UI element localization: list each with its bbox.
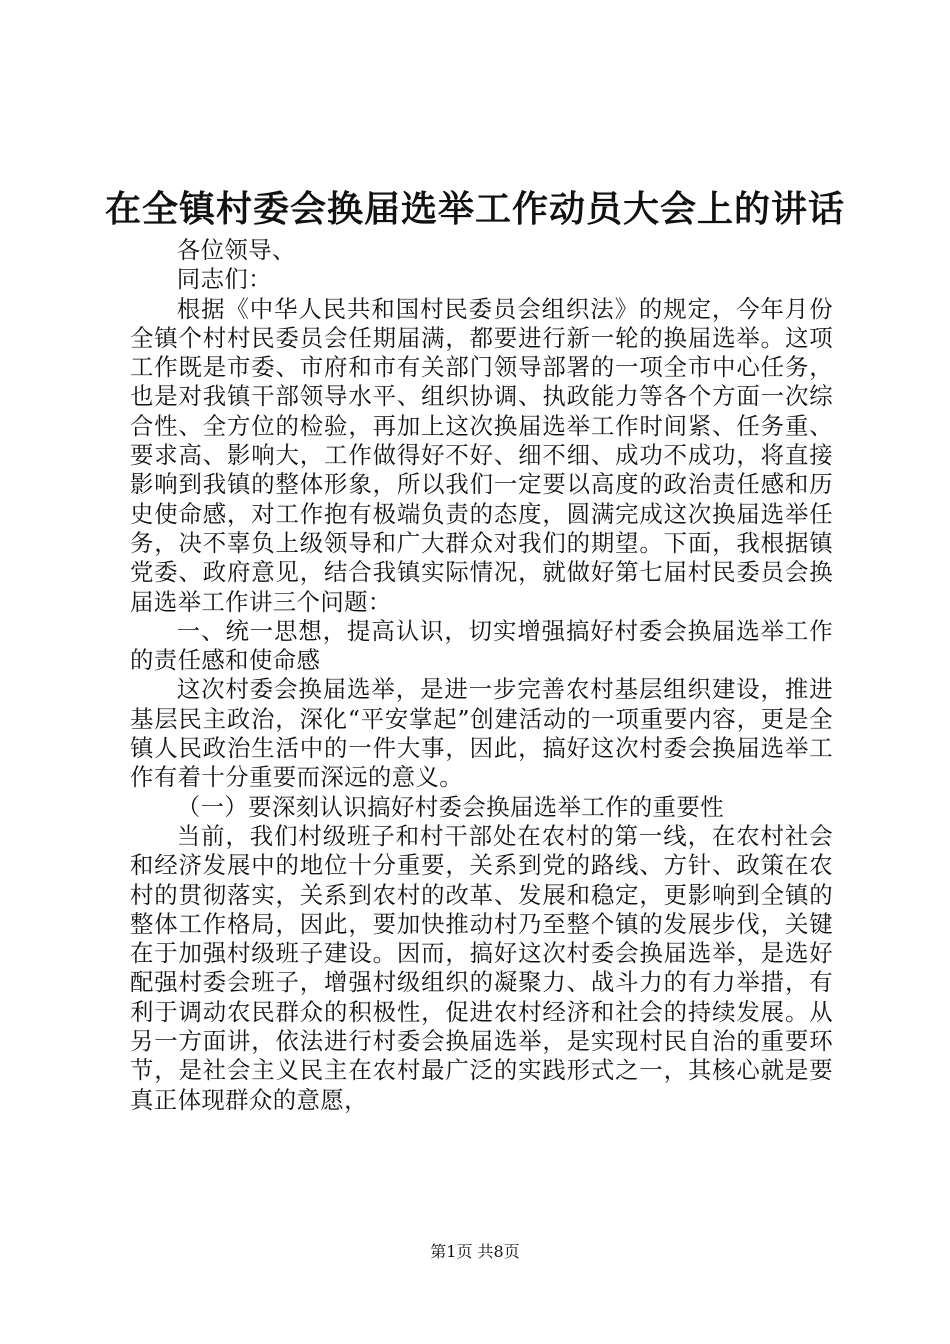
body-paragraph: 当前，我们村级班子和村干部处在农村的第一线，在农村社会和经济发展中的地位十分重要，关系到党的路线、方针、政策在农村的贯彻落实，关系到农村的改革、发展和稳定，更影响到全镇的整体工作格局，因此，要加快推动村乃至整个镇的发展步伐，关键在于加强村级班子建设。因而，搞好这次村委会换届选举，是选好配强村委会班子，增强村级组织的凝聚力、战斗力的有力举措，有利于调动农民群众的积极性，促进农村经济和社会的持续发展。从另一方面讲，依法进行村委会换届选举，是实现村民自治的重要环节，是社会主义民主在农村最广泛的实践形式之一，其核心就是要真正体现群众的意愿， [130, 821, 833, 1114]
body-paragraph: 根据《中华人民共和国村民委员会组织法》的规定，今年月份全镇个村村民委员会任期届满，都要进行新一轮的换届选举。这项工作既是市委、市府和市有关部门领导部署的一项全市中心任务，也是对我镇干部领导水平、组织协调、执政能力等各个方面一次综合性、全方位的检验，再加上这次换届选举工作时间紧、任务重、要求高、影响大，工作做得好不好、细不细、成功不成功，将直接影响到我镇的整体形象，所以我们一定要以高度的政治责任感和历史使命感，对工作抱有极端负责的态度，圆满完成这次换届选举任务，决不辜负上级领导和广大群众对我们的期望。下面，我根据镇党委、政府意见，结合我镇实际情况，就做好第七届村民委员会换届选举工作讲三个问题： [130, 294, 833, 616]
page-number-footer: 第1页 共8页 [430, 1242, 520, 1261]
body-paragraph: 这次村委会换届选举，是进一步完善农村基层组织建设，推进基层民主政治，深化“平安掌起”创建活动的一项重要内容，更是全镇人民政治生活中的一件大事，因此，搞好这次村委会换届选举工作有着十分重要而深远的意义。 [130, 675, 833, 792]
subsection-heading: （一）要深刻认识搞好村委会换届选举工作的重要性 [176, 792, 724, 821]
section-heading: 一、统一思想，提高认识，切实增强搞好村委会换届选举工作的责任感和使命感 [130, 616, 833, 675]
document-body [130, 236, 833, 1115]
salutation-comrades: 同志们： [176, 265, 272, 294]
salutation-leaders: 各位领导、 [176, 236, 296, 264]
document-title: 在全镇村委会换届选举工作动员大会上的讲话 [104, 188, 845, 230]
